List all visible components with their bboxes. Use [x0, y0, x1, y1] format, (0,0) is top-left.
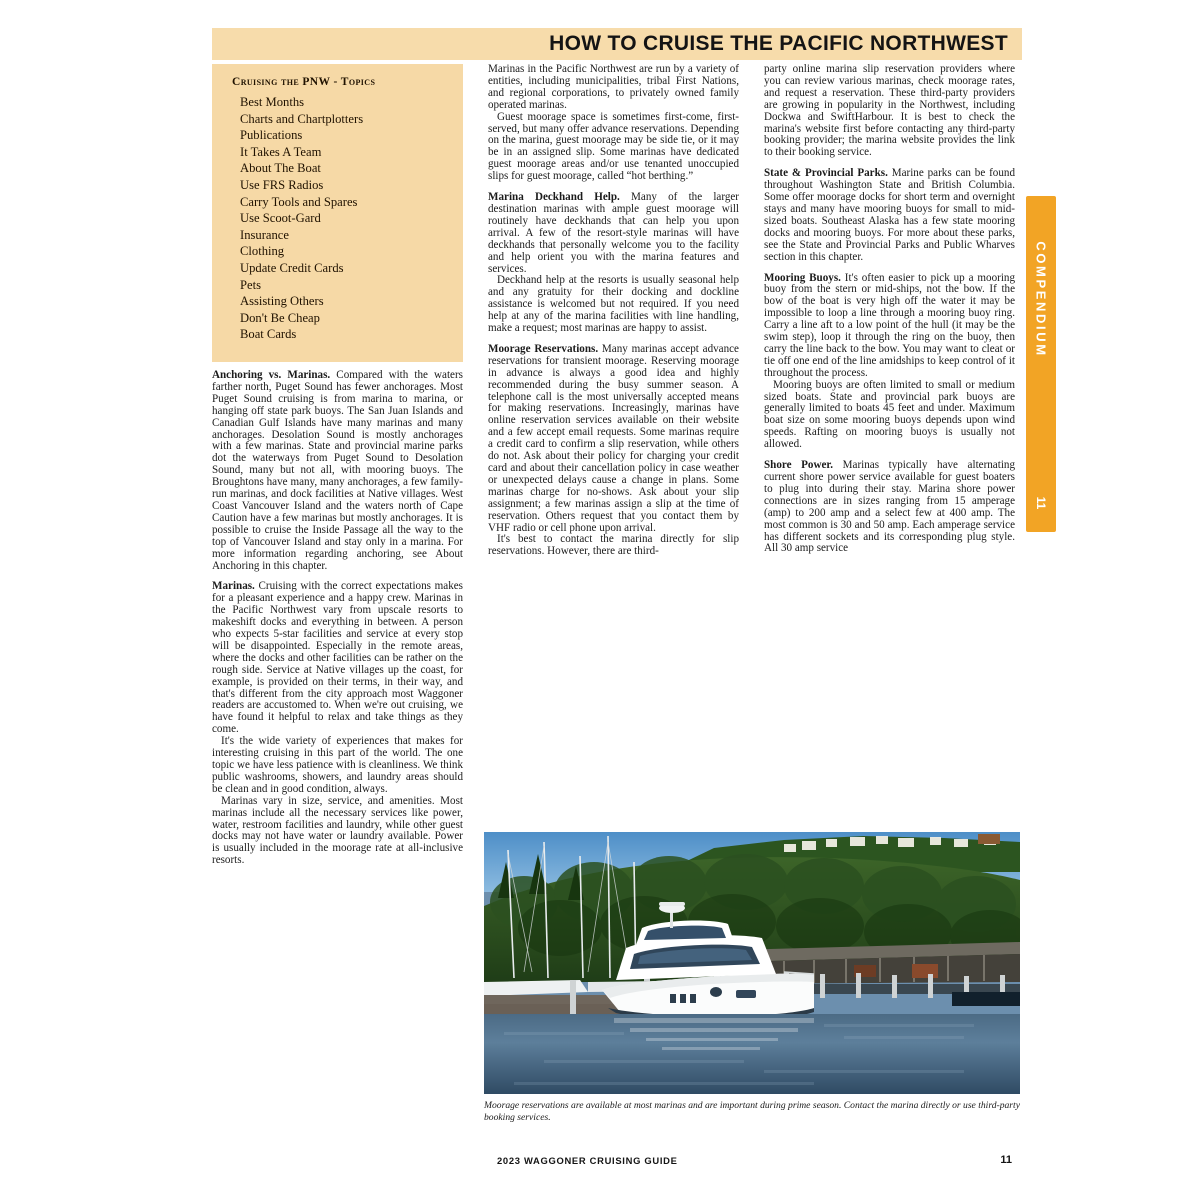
- footer-guide-title: 2023 WAGGONER CRUISING GUIDE: [497, 1155, 678, 1166]
- topics-list-item: Update Credit Cards: [240, 260, 344, 275]
- topics-list-item: Publications: [240, 128, 303, 143]
- section-heading: State & Provincial Parks.: [764, 167, 888, 180]
- column-2-body: [488, 64, 739, 558]
- body-paragraph: Shore Power. Marinas typically have alternating current shore power service available for guest boaters to plug into during their stay. Marina shore power connections are in sizes ranging from 15 amperage (amp) to 200 amp and a select few at 400 amp. The most common is 30 and 50 amp. Each amperage service has different sockets and its corresponding plug style. All 30 amp service: [764, 459, 1015, 555]
- section-heading: Anchoring vs. Marinas.: [212, 369, 331, 381]
- text-column-1: [212, 64, 463, 867]
- body-paragraph: Mooring buoys are often limited to small or medium sized boats. State and provincial park buoys are generally limited to boats 45 feet and under. Maximum boat size on some mooring buoys depends upon wind speeds. Rafting on mooring buoys is usually not allowed.: [764, 378, 1015, 451]
- text-column-2: [488, 64, 739, 558]
- section-heading: Marina Deckhand Help.: [488, 191, 620, 204]
- page-title: HOW TO CRUISE THE PACIFIC NORTHWEST: [549, 32, 1008, 55]
- body-paragraph: Marinas vary in size, service, and amenities. Most marinas include all the necessary services like power, water, restroom facilities and laundry, while other guest docks may not have water or laundry available. Power is usually included in the moorage rate at all-inclusive resorts.: [212, 794, 463, 867]
- body-paragraph: Guest moorage space is sometimes first-come, first-served, but many offer advance reservations. Depending on the marina, guest moorage may be side tie, or it may be in an assigned slip. Some marinas have dedicated guest moorage areas and/or use tenanted unoccupied slips for guest moorage, called “hot berthing.”: [488, 110, 739, 183]
- section-tab-compendium: [1026, 196, 1056, 532]
- section-heading: Marinas.: [212, 580, 255, 593]
- topics-list-item: Don't Be Cheap: [240, 310, 320, 325]
- column-1-body: [212, 370, 463, 867]
- body-paragraph: It's best to contact the marina directly for slip reservations. However, there are third-: [488, 533, 739, 558]
- topics-list-item: About The Boat: [240, 161, 321, 176]
- section-heading: Shore Power.: [764, 459, 834, 472]
- topics-list-item: Charts and Chartplotters: [240, 111, 364, 126]
- body-paragraph: Marinas. Cruising with the correct expectations makes for a pleasant experience and a happy crew. Marinas in the Pacific Northwest vary from upscale resorts to makeshift docks and everything in between. A person who expects 5-star facilities and service at every stop will be disappointed. Especially in the remote areas, where the docks and other facilities can be rather on the rough side. Service at Native villages up the coast, for example, is provided on their terms, in their way, and that's different from the city approach most Waggoner readers are accustomed to. When we're out cruising, we have found it helpful to relax and take things as they come.: [212, 580, 463, 736]
- topics-list-item: Best Months: [240, 95, 305, 109]
- page-header-band: [212, 28, 1022, 60]
- body-paragraph: Deckhand help at the resorts is usually seasonal help and any gratuity for their docking and dockline assistance is welcomed but not required. If you need help at any of the marina facilities with line handling, make a request; most marinas are happy to assist.: [488, 274, 739, 335]
- photo-caption: Moorage reservations are available at most marinas and are important during prime season. Contact the marina directly or use third-party booking services.: [484, 1100, 1020, 1124]
- footer-page-number: 11: [1000, 1154, 1012, 1166]
- topics-list-item: Use Scoot-Gard: [240, 211, 321, 226]
- section-tab-label: COMPENDIUM: [1033, 241, 1049, 358]
- body-paragraph: party online marina slip reservation providers where you can review various marinas, check moorage rates, and request a reservation. These third-party providers are growing in popularity in the Northwest, including Dockwa and SwiftHarbour. It is best to check the marina's website first before contacting any third-party booking provider; the marina website provides the link to their booking service.: [764, 63, 1015, 159]
- section-heading: Moorage Reservations.: [488, 342, 599, 355]
- section-heading: Mooring Buoys.: [764, 271, 841, 284]
- topics-list-item: Pets: [240, 277, 261, 292]
- page-footer: [212, 1155, 1022, 1171]
- topics-box-title: Cruising the PNW - Topics: [232, 76, 376, 88]
- column-3-body: [764, 64, 1015, 555]
- marina-photo-image: [484, 832, 1020, 1094]
- topics-list-item: It Takes A Team: [240, 144, 322, 159]
- section-tab-page-number: 11: [1034, 496, 1048, 510]
- topics-list-item: Assisting Others: [240, 294, 324, 309]
- body-paragraph: It's the wide variety of experiences that makes for interesting cruising in this part of the world. The one topic we have less patience with is cleanliness. We think public washrooms, showers, and laundry areas should be clean and in good condition, always.: [212, 735, 463, 795]
- topics-list-item: Boat Cards: [240, 327, 297, 342]
- body-paragraph: Marina Deckhand Help. Many of the larger destination marinas with ample guest moorage will routinely have deckhands that can help you upon arrival. A few of the resort-style marinas will have deckhands that personally welcome you to the facility and help orient you with the marina features and services.: [488, 191, 740, 275]
- body-paragraph: Moorage Reservations. Many marinas accept advance reservations for transient moorage. Reserving moorage in advance is always a good idea and highly recommended during the busy summer season. A telephone call is the most universally accepted means for making reservations. Increasingly, marinas have online reservation services available on their website and a few accept email requests. Some marinas require a credit card to confirm a slip reservation, while others do not. Ask about their policy for charging your credit card and about their cancellation policy in case weather or unexpected delays cause a change in plans. Some marinas charge for no-shows. Ask about your slip assignment; a few marinas assign a slip at the time of reservation. Others request that you contact them by VHF radio or cell phone upon arrival.: [488, 342, 739, 534]
- topics-list-item: Use FRS Radios: [240, 177, 324, 192]
- topics-box-spacer: [212, 64, 463, 370]
- body-paragraph: Mooring Buoys. It's often easier to pick up a mooring buoy from the stern or mid-ships, not the bow. If the bow of the boat is very high off the water it may be impossible to loop a line through a mooring buoy ring. Carry a line aft to a low point of the hull (it may be the swim step), loop it through the ring on the buoy, then carry the line back to the bow. You may want to cleat or tie off one end of the line amidships to keep control of it throughout the process.: [764, 271, 1015, 379]
- topics-list-item: Clothing: [240, 244, 285, 259]
- body-paragraph: Marinas in the Pacific Northwest are run by a variety of entities, including municipalities, tribal First Nations, and regional corporations, to privately owned family operated marinas.: [488, 63, 739, 111]
- marina-photo: [484, 832, 1020, 1094]
- topics-list-item: Insurance: [240, 227, 289, 242]
- body-paragraph: State & Provincial Parks. Marine parks can be found throughout Washington State and British Columbia. Some offer moorage docks for short term and overnight stays and many have mooring buoys for small to mid-sized boats. Southeast Alaska has a few state mooring docks and mooring buoys. For more about these parks, see the State and Provincial Parks and Public Wharves section in this chapter.: [764, 167, 1015, 263]
- body-paragraph: Anchoring vs. Marinas. Compared with the waters farther north, Puget Sound has fewer anchorages. Most Puget Sound cruising is from marina to marina, or hanging off state park buoys. The San Juan Islands and Canadian Gulf Islands have many marinas and many anchorages. Desolation Sound is mostly anchorages with a few marinas. State and provincial marine parks dot the waterways from Puget Sound to Desolation Sound, many but not all, with mooring buoys. The Broughtons have many, many anchorages, a few family-run marinas, and dock facilities at Native villages. West Coast Vancouver Island and the waters north of Cape Caution have a few marinas but mostly anchorages. It is possible to cruise the Inside Passage all the way to the top of Vancouver Island and stay only in a marina. For more information regarding anchoring, see About Anchoring in this chapter.: [212, 369, 463, 572]
- text-column-3: [764, 64, 1015, 555]
- topics-list-item: Carry Tools and Spares: [240, 194, 358, 209]
